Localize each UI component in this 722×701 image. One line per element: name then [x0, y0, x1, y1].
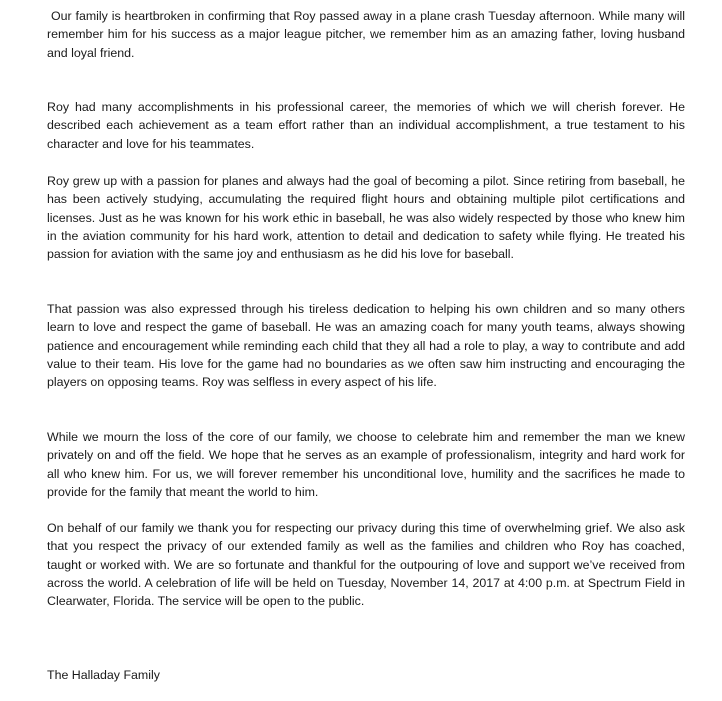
paragraph-coaching: That passion was also expressed through his tireless dedication to helping his own children and so many others learn to love and respect the game of baseball. He was an amazing coach for many youth teams, always showing patience and encouragement while reminding each child that they all had a role to play, a way to contribute and add value to their team. His love for the game had no boundaries as we often saw him instructing and encouraging the players on opposing teams. Roy was selfless in every aspect of his life. — [47, 302, 685, 390]
paragraph-remembrance: While we mourn the loss of the core of our family, we choose to celebrate him and remember the man we knew privately on and off the field. We hope that he serves as an example of professionalism, integrity and hard work for all who knew him. For us, we will forever remember his unconditional love, humility and the sacrifices he made to provide for the family that meant the world to him. — [47, 430, 685, 499]
paragraph-aviation: Roy grew up with a passion for planes and always had the goal of becoming a pilot. Since retiring from baseball, he has been actively studying, accumulating the required flight hours and obtaining multiple pilot certifications and licenses. Just as he was known for his work ethic in baseball, he was also widely respected by those who knew him in the aviation community for his hard work, attention to detail and dedication to safety while flying. He treated his passion for aviation with the same joy and enthusiasm as he did his love for baseball. — [47, 174, 685, 262]
paragraph-announcement: Our family is heartbroken in confirming that Roy passed away in a plane crash Tuesday afternoon. While many will remember him for his success as a major league pitcher, we remember him as an amazing father, loving husband and loyal friend. — [47, 9, 685, 60]
paragraph-career: Roy had many accomplishments in his professional career, the memories of which we will cherish forever. He described each achievement as a team effort rather than an individual accomplishment, a true testament to his character and love for his teammates. — [47, 100, 685, 151]
paragraph-privacy-and-service: On behalf of our family we thank you for respecting our privacy during this time of overwhelming grief. We also ask that you respect the privacy of our extended family as well as the families and children who Roy has coached, taught or worked with. We are so fortunate and thankful for the outpouring of love and support we’ve received from across the world. A celebration of life will be held on Tuesday, November 14, 2017 at 4:00 p.m. at Spectrum Field in Clearwater, Florida. The service will be open to the public. — [47, 521, 685, 609]
signature: The Halladay Family — [47, 668, 160, 682]
